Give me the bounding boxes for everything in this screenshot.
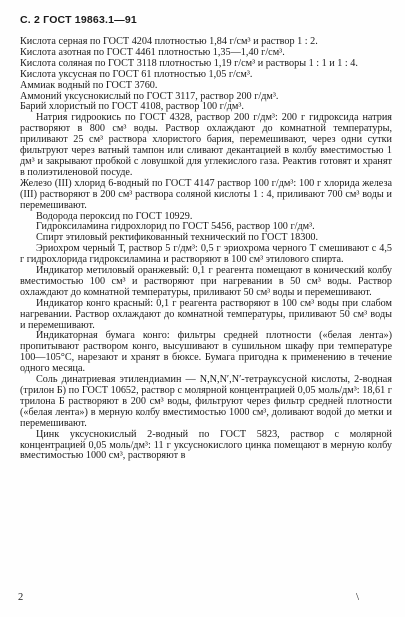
page-header: С. 2 ГОСТ 19863.1—91 [20, 14, 137, 26]
paragraph: Водорода пероксид по ГОСТ 10929. [36, 210, 193, 222]
paragraph: Кислота уксусная по ГОСТ 61 плотностью 1,05 г/см³. [20, 68, 253, 80]
paragraph: Индикатор метиловый оранжевый: 0,1 г реагента помещают в конический колбу вместимостью 100 см³ и растворяют при нагревании в 50 см³ воды. Раствор охлаждают до комнатной температуры, приливают 50 см³ воды и перемешивают. [20, 265, 392, 298]
paragraph: Аммиак водный по ГОСТ 3760. [20, 79, 158, 91]
paragraph: Барий хлористый по ГОСТ 4108, раствор 100 г/дм³. [20, 101, 244, 113]
paragraph: Кислота азотная по ГОСТ 4461 плотностью 1,35—1,40 г/см³. [20, 46, 285, 58]
paragraph: Соль динатриевая этилендиамин — N,N,N′,N′-тетрауксусной кислоты, 2-водная (трилон Б) по ГОСТ 10652, раствор с молярной концентрацией 0,05 моль/дм³: 18,61 г трилона Б растворяют в 200 см³ воды, фильтруют через фильтр средней плотности («белая лента») в мерную колбу вместимостью 1000 см³, доливают водой до метки и перемешивают. [20, 374, 392, 429]
document-body [20, 37, 392, 462]
paragraph: Индикаторная бумага конго: фильтры средней плотности («белая лента») пропитывают раствором конго, высушивают в сушильном шкафу при температуре 100—105°С, нарезают и хранят в бюксе. Бумага пригодна к применению в течение одного месяца. [20, 330, 392, 375]
paragraph: Цинк уксуснокислый 2-водный по ГОСТ 5823, раствор с молярной концентрацией 0,05 моль/дм³: 11 г уксуснокислого цинка помещают в мерную колбу вместимостью 1000 см³, растворяют в [20, 428, 392, 462]
paragraph: Эриохром черный Т, раствор 5 г/дм³: 0,5 г эриохрома черного Т смешивают с 4,5 г гидрохлорида гидроксиламина и растворяют в 100 см³ этилового спирта. [20, 243, 392, 266]
corner-mark: \ [356, 591, 360, 603]
paragraph: Гидроксиламина гидрохлорид по ГОСТ 5456, раствор 100 г/дм³. [36, 221, 315, 233]
page-number: 2 [18, 592, 24, 603]
paragraph: Натрия гидроокись по ГОСТ 4328, раствор 200 г/дм³: 200 г гидроксида натрия растворяют в 800 см³ воды. Раствор охлаждают до комнатной температуры, приливают 25 см³ раствора хлористого бария, перемешивают, через одни сутки фильтруют через ватный тампон или сливают декантацией в колбу вместимостью 1 дм³ и закрывают пробкой с ловушкой для углекислого газа. Реактив готовят и хранят в полиэтиленовой посуде. [20, 112, 392, 178]
paragraph: Индикатор конго красный: 0,1 г реагента растворяют в 100 см³ воды при слабом нагревании. Раствор охлаждают до комнатной температуры, приливают 50 см³ воды и перемешивают. [20, 297, 392, 331]
paragraph: Кислота соляная по ГОСТ 3118 плотностью 1,19 г/см³ и растворы 1 : 1 и 1 : 4. [20, 57, 358, 69]
paragraph: Спирт этиловый ректификованный технический по ГОСТ 18300. [36, 232, 319, 244]
paragraph: Аммоний уксуснокислый по ГОСТ 3117, раствор 200 г/дм³. [20, 90, 279, 102]
paragraph: Кислота серная по ГОСТ 4204 плотностью 1,84 г/см³ и раствор 1 : 2. [20, 36, 318, 47]
paragraph: Железо (III) хлорид 6-водный по ГОСТ 4147 раствор 100 г/дм³: 100 г хлорида железа (III) растворяют в 200 см³ раствора соляной кислоты 1 : 4, приливают 700 см³ воды и перемешивают. [20, 177, 392, 211]
